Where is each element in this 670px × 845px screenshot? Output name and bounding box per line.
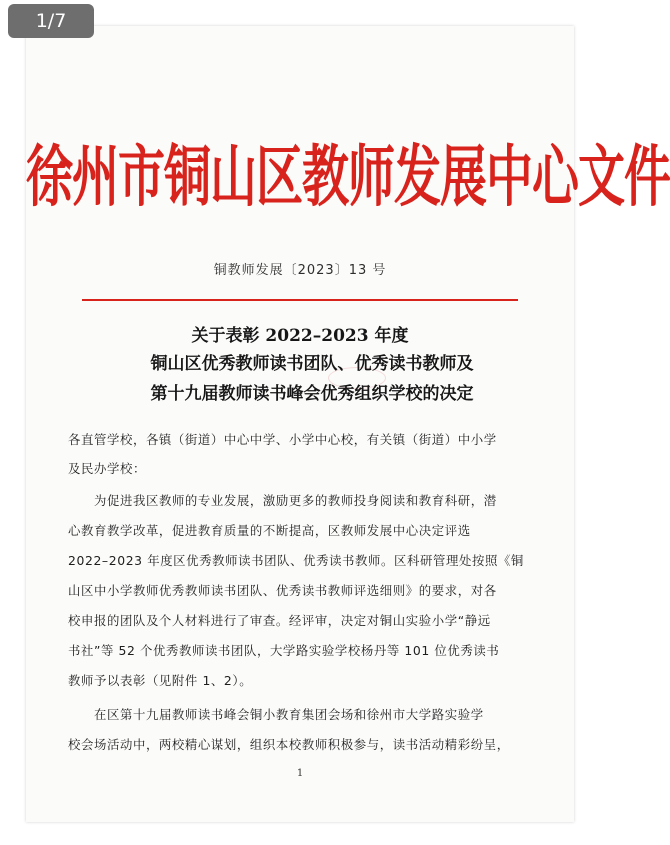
- heading-line-2: 铜山区优秀教师读书团队、优秀读书教师及: [150, 354, 474, 374]
- body-line: 教师予以表彰（见附件 1、2）。: [68, 673, 253, 688]
- body-line: 山区中小学教师优秀教师读书团队、优秀读书教师评选细则》的要求，对各: [68, 583, 497, 598]
- body-line: 心教育教学改革，促进教育质量的不断提高，区教师发展中心决定评选: [68, 523, 471, 538]
- document-page: [26, 26, 670, 822]
- body-line: 各直管学校，各镇（街道）中心中学、小学中心校，有关镇（街道）中小学: [68, 432, 497, 447]
- heading-line-3: 第十九届教师读书峰会优秀组织学校的决定: [150, 384, 474, 404]
- body-line: 在区第十九届教师读书峰会铜小教育集团会场和徐州市大学路实验学: [94, 707, 484, 722]
- body-line: 书社”等 52 个优秀教师读书团队，大学路实验学校杨丹等 101 位优秀读书: [68, 643, 500, 658]
- heading-line-1: 关于表彰 2022–2023 年度: [191, 326, 409, 346]
- issuer-title: 徐州市铜山区教师发展中心文件: [26, 138, 670, 217]
- body-line: 校会场活动中，两校精心谋划，组织本校教师积极参与，读书活动精彩纷呈，: [68, 737, 510, 752]
- body-line: 2022–2023 年度区优秀教师读书团队、优秀读书教师。区科研管理处按照《铜: [68, 553, 524, 568]
- body-line: 校申报的团队及个人材料进行了审查。经评审，决定对铜山实验小学“静远: [68, 613, 491, 628]
- document-number: 铜教师发展〔2023〕13 号: [213, 263, 387, 278]
- page-counter: 1/7: [8, 4, 94, 38]
- body-line: 为促进我区教师的专业发展，激励更多的教师投身阅读和教育科研，潜: [94, 493, 497, 508]
- body-line: 及民办学校：: [68, 461, 146, 476]
- red-divider-line: [82, 299, 518, 301]
- page-number: 1: [296, 768, 304, 779]
